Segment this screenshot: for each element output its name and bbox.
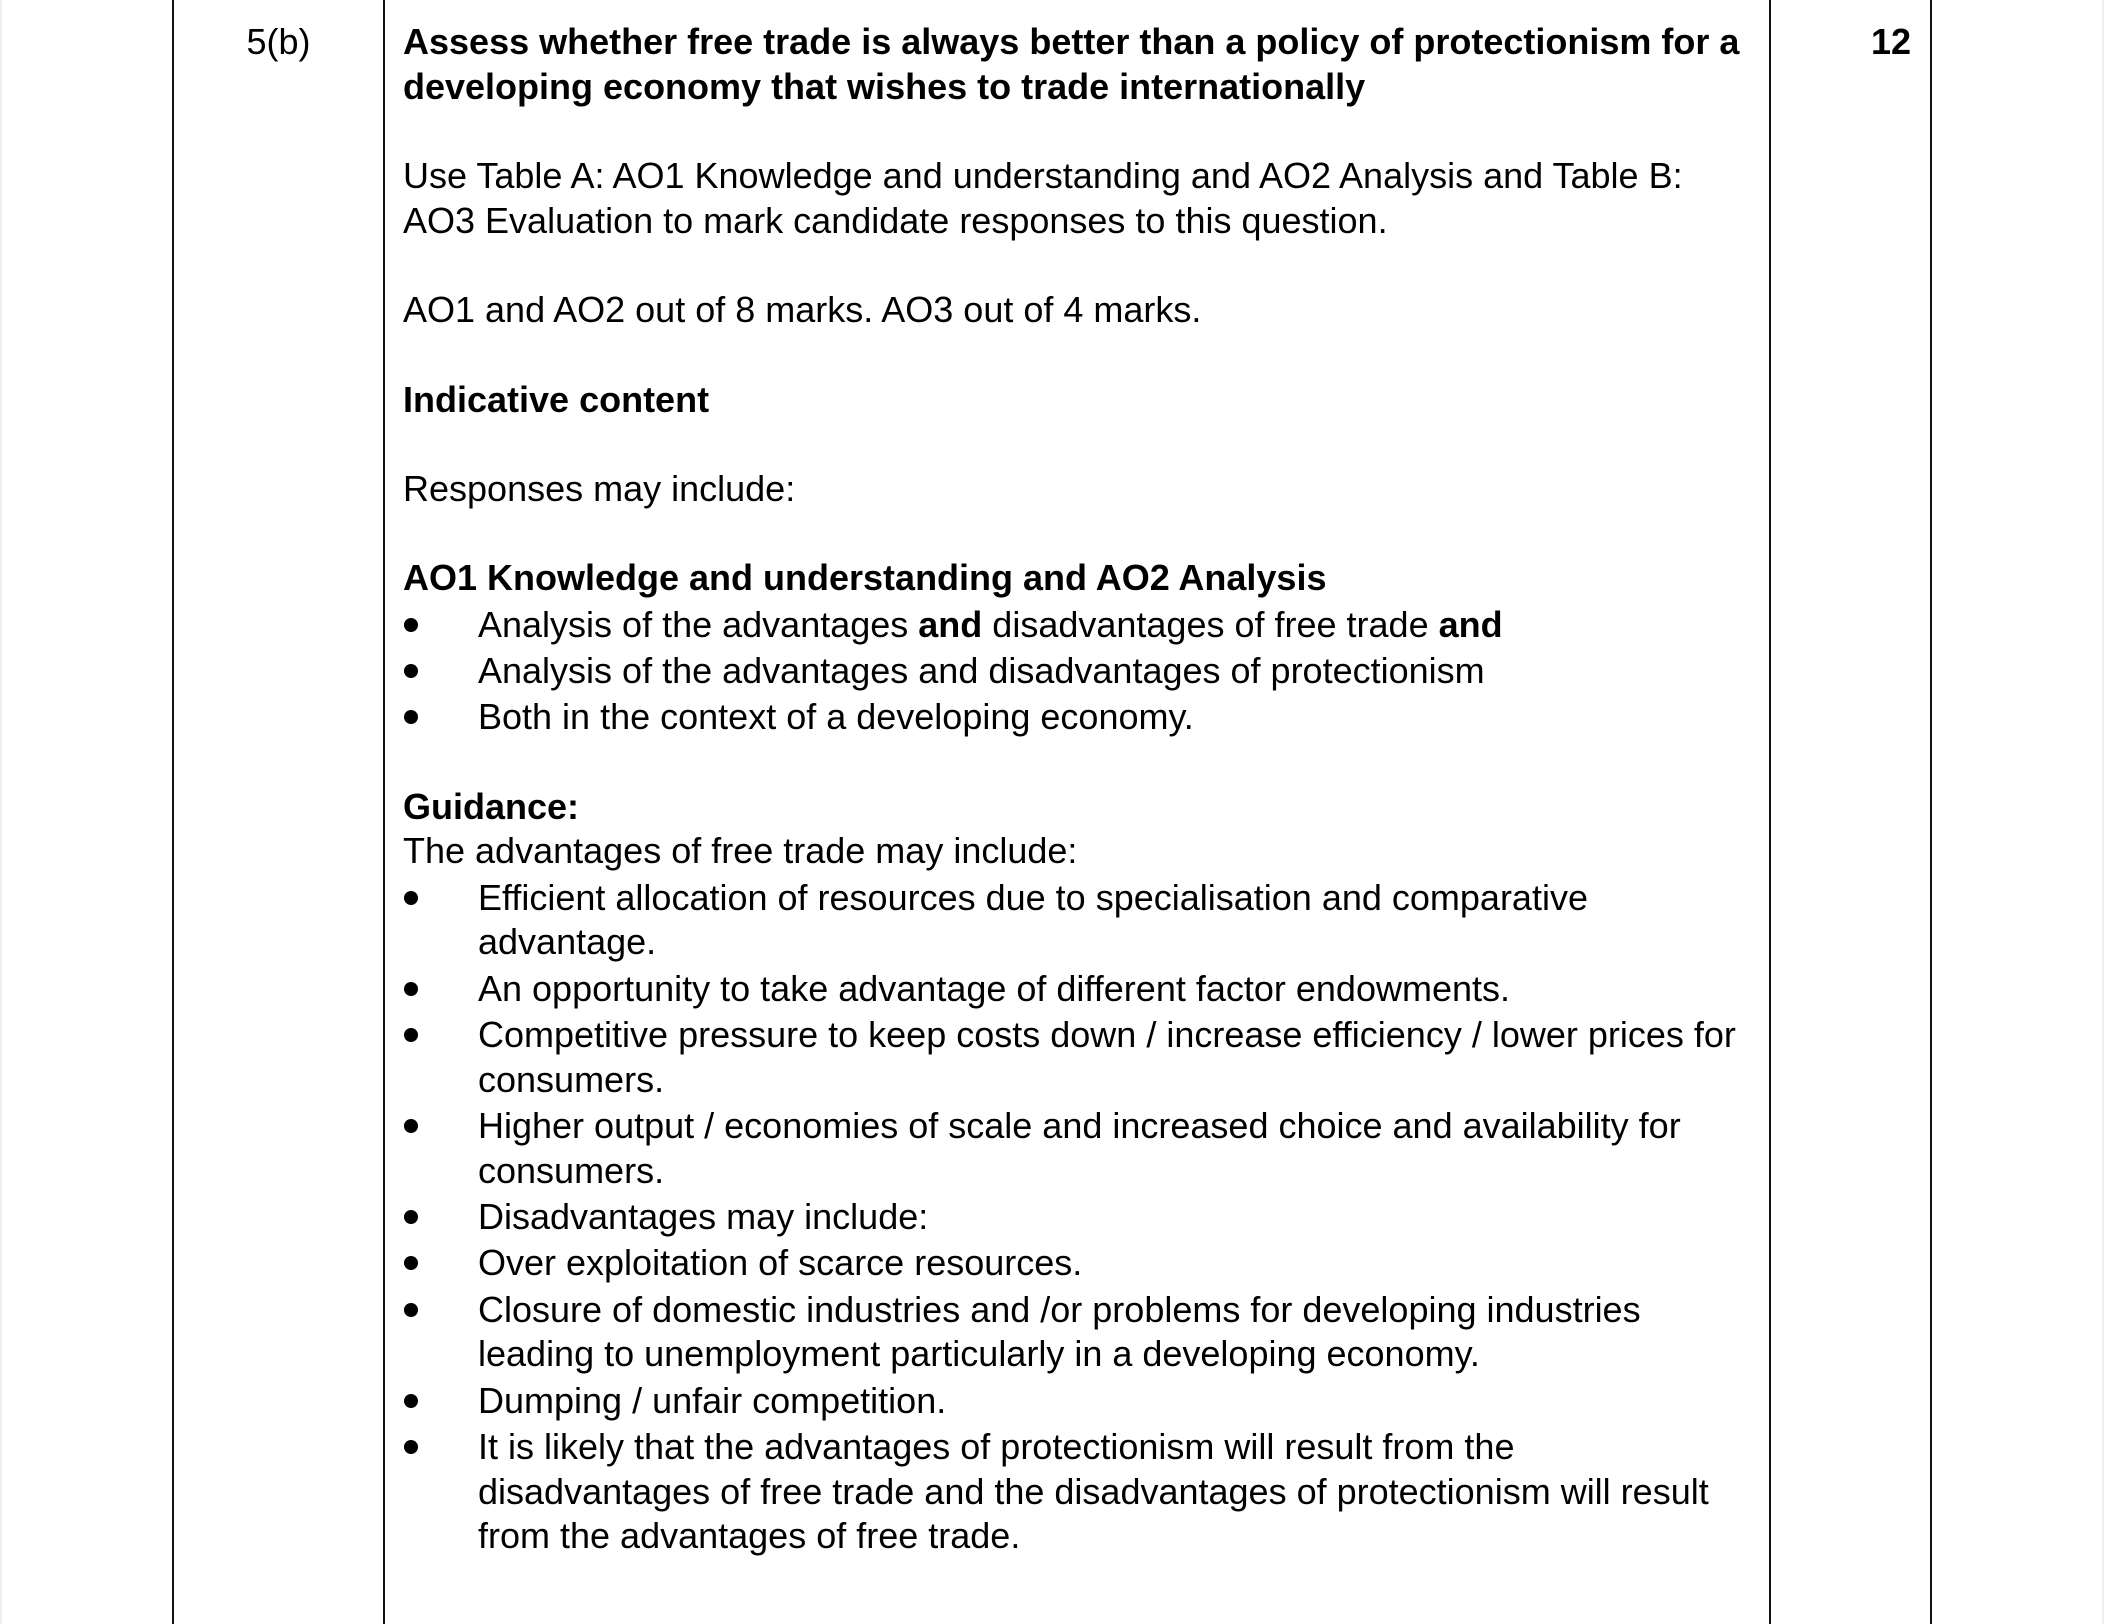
table-border-right — [1930, 0, 1932, 1624]
list-item — [403, 967, 1753, 1012]
bullet-icon — [404, 1440, 418, 1454]
question-number: 5(b) — [246, 21, 311, 62]
tables-instruction: Use Table A: AO1 Knowledge and understanding and AO2 Analysis and Table B: AO3 Evaluation to mark candidate responses to this question. — [403, 155, 1683, 241]
spacer — [403, 333, 1753, 378]
guidance-intro: The advantages of free trade may include: — [403, 830, 1078, 872]
list-item-text: disadvantages of free trade — [982, 603, 1439, 645]
list-item-text: It is likely that the advantages of protectionism will result from the disadvantages of free trade and the disadvantages of protectionism will result from the advantages of free trade. — [478, 1425, 1709, 1557]
bullet-icon — [404, 1394, 418, 1408]
bullet-icon — [404, 618, 418, 632]
emphasis-text: and — [918, 603, 983, 645]
list-item-text: Closure of domestic industries and /or problems for developing industries leading to unemployment particularly in a developing economy. — [478, 1288, 1641, 1375]
bullet-icon — [404, 1210, 418, 1224]
guidance-heading: Guidance: — [403, 785, 580, 827]
list-item-text: Analysis of the advantages and disadvantages of protectionism — [478, 649, 1485, 691]
list-item-text: Dumping / unfair competition. — [478, 1379, 947, 1421]
list-item-text: Efficient allocation of resources due to specialisation and comparative advantage. — [478, 876, 1588, 963]
bullet-icon — [404, 710, 418, 724]
list-item — [403, 1241, 1753, 1286]
indicative-content-heading: Indicative content — [403, 378, 710, 420]
table-border-content-marks — [1769, 0, 1771, 1624]
list-item-text: Both in the context of a developing economy. — [478, 696, 1194, 738]
bullet-icon — [404, 891, 418, 905]
table-border-question-content — [383, 0, 385, 1624]
marks-allocation: AO1 and AO2 out of 8 marks. AO3 out of 4 marks. — [403, 289, 1202, 331]
ao-bullet-list — [403, 603, 1753, 740]
list-item-text: An opportunity to take advantage of different factor endowments. — [478, 967, 1510, 1009]
bullet-icon — [404, 982, 418, 996]
list-item-text: Analysis of the advantages — [478, 603, 919, 645]
list-item-text: Competitive pressure to keep costs down / increase efficiency / lower prices for consumers. — [478, 1013, 1736, 1100]
guidance-bullet-list — [403, 876, 1753, 1559]
bullet-icon — [404, 1119, 418, 1133]
emphasis-text: and — [1438, 603, 1503, 645]
responses-intro: Responses may include: — [403, 467, 796, 509]
table-border-left — [172, 0, 174, 1624]
bullet-icon — [404, 1256, 418, 1270]
list-item — [403, 1013, 1753, 1102]
spacer — [403, 740, 1753, 785]
marks-value: 12 — [1870, 21, 1911, 62]
list-item — [403, 876, 1753, 965]
bullet-icon — [404, 1028, 418, 1042]
page-edge-left — [0, 0, 2, 1624]
list-item — [403, 1379, 1753, 1424]
list-item — [403, 695, 1753, 740]
spacer — [403, 422, 1753, 467]
ao-section-heading: AO1 Knowledge and understanding and AO2 Analysis — [403, 557, 1327, 599]
spacer — [403, 109, 1753, 154]
list-item — [403, 649, 1753, 694]
list-item — [403, 603, 1753, 648]
spacer — [403, 244, 1753, 289]
list-item-text: Disadvantages may include: — [478, 1195, 929, 1237]
list-item — [403, 1288, 1753, 1377]
list-item-text: Over exploitation of scarce resources. — [478, 1242, 1083, 1284]
bullet-icon — [404, 1303, 418, 1317]
list-item-text: Higher output / economies of scale and increased choice and availability for consumers. — [478, 1104, 1681, 1191]
list-item — [403, 1195, 1753, 1240]
list-item — [403, 1425, 1753, 1559]
spacer — [403, 512, 1753, 557]
list-item — [403, 1104, 1753, 1193]
question-title: Assess whether free trade is always better than a policy of protectionism for a developing economy that wishes to trade internationally — [403, 21, 1740, 107]
answer-guidance-cell — [403, 20, 1753, 1559]
bullet-icon — [404, 664, 418, 678]
